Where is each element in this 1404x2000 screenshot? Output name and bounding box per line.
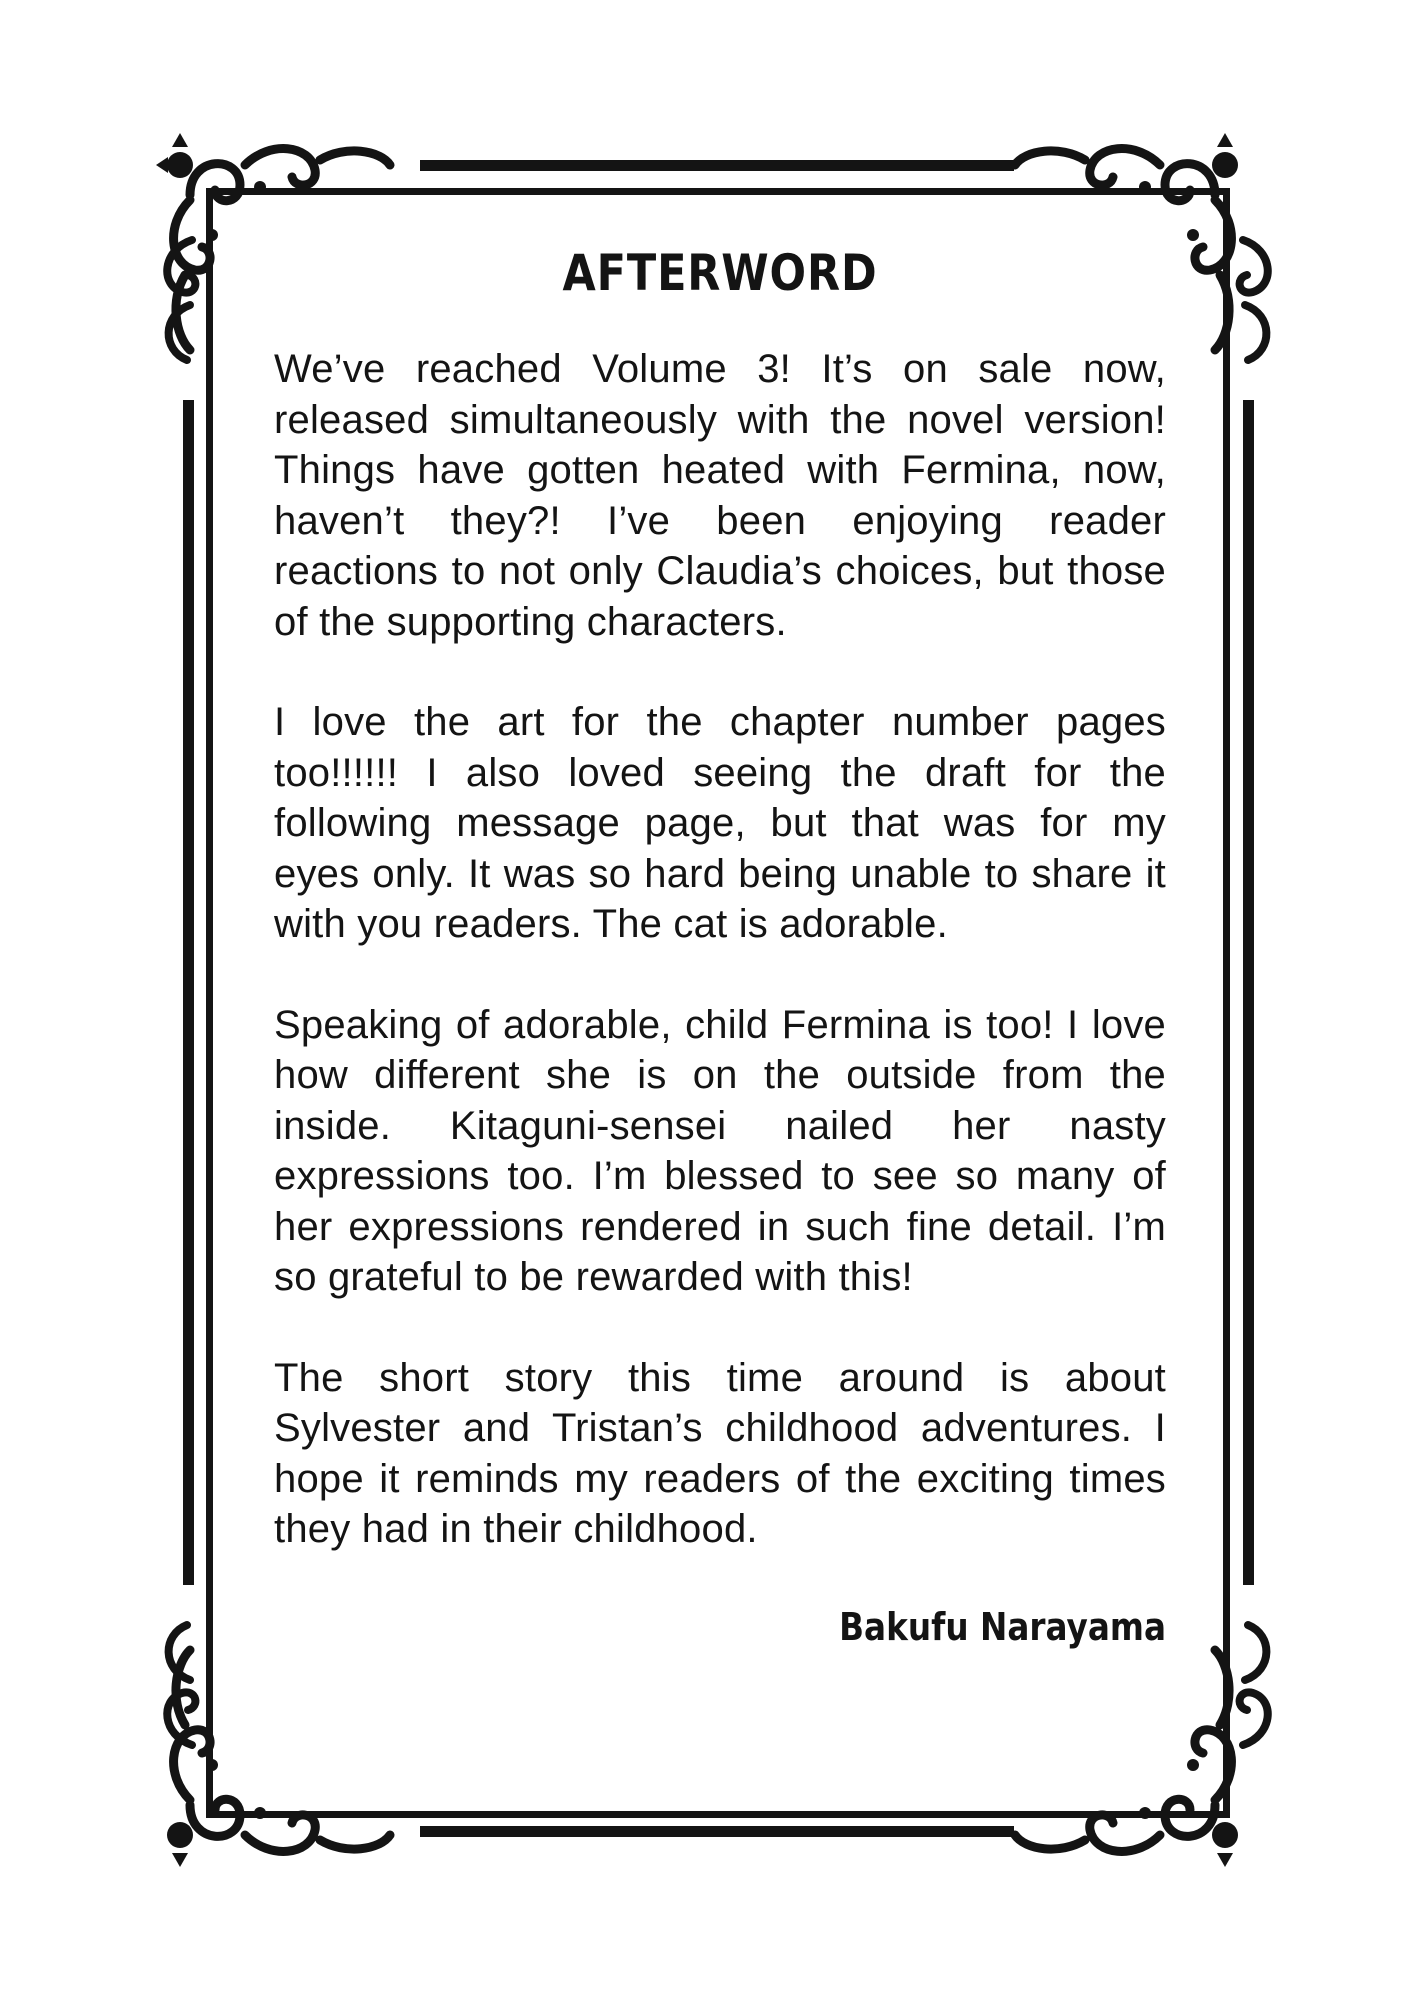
left-border-bar — [183, 400, 194, 1585]
afterword-content — [274, 240, 1166, 1649]
paragraph: I love the art for the chapter number pages too!!!!!! I also loved seeing the draft for the following message page, but that was for my eyes only. It was so hard being unable to share it with you readers. The cat is adorable. — [274, 700, 1166, 946]
bottom-border-bar — [420, 1826, 1014, 1837]
paragraph: Speaking of adorable, child Fermina is too! I love how different she is on the outside from the inside. Kitaguni-sensei nailed her nasty expressions too. I’m blessed to see so many of her expressions rendered in such fine detail. I’m so grateful to be rewarded with this! — [274, 1002, 1166, 1299]
side-scroll-icon — [1223, 1615, 1283, 1755]
side-scroll-icon — [152, 1615, 212, 1755]
page-title: AFTERWORD — [562, 244, 878, 302]
top-border-bar — [420, 160, 1014, 171]
right-border-bar — [1243, 400, 1254, 1585]
author-signature: Bakufu Narayama — [839, 1604, 1166, 1649]
paragraph: We’ve reached Volume 3! It’s on sale now, released simultaneously with the novel version! Things have gotten heated with Fermina, now, haven’t they?! I’ve been enjoying reader reactions to not only Claudia’s choices, but those of the supporting characters. — [274, 347, 1166, 644]
paragraph: The short story this time around is about Sylvester and Tristan’s childhood adventures. I hope it reminds my readers of the exciting times they had in their childhood. — [274, 1355, 1166, 1551]
corner-ornament-icon — [1005, 1625, 1255, 1875]
side-scroll-icon — [1223, 230, 1283, 370]
side-scroll-icon — [152, 230, 212, 370]
